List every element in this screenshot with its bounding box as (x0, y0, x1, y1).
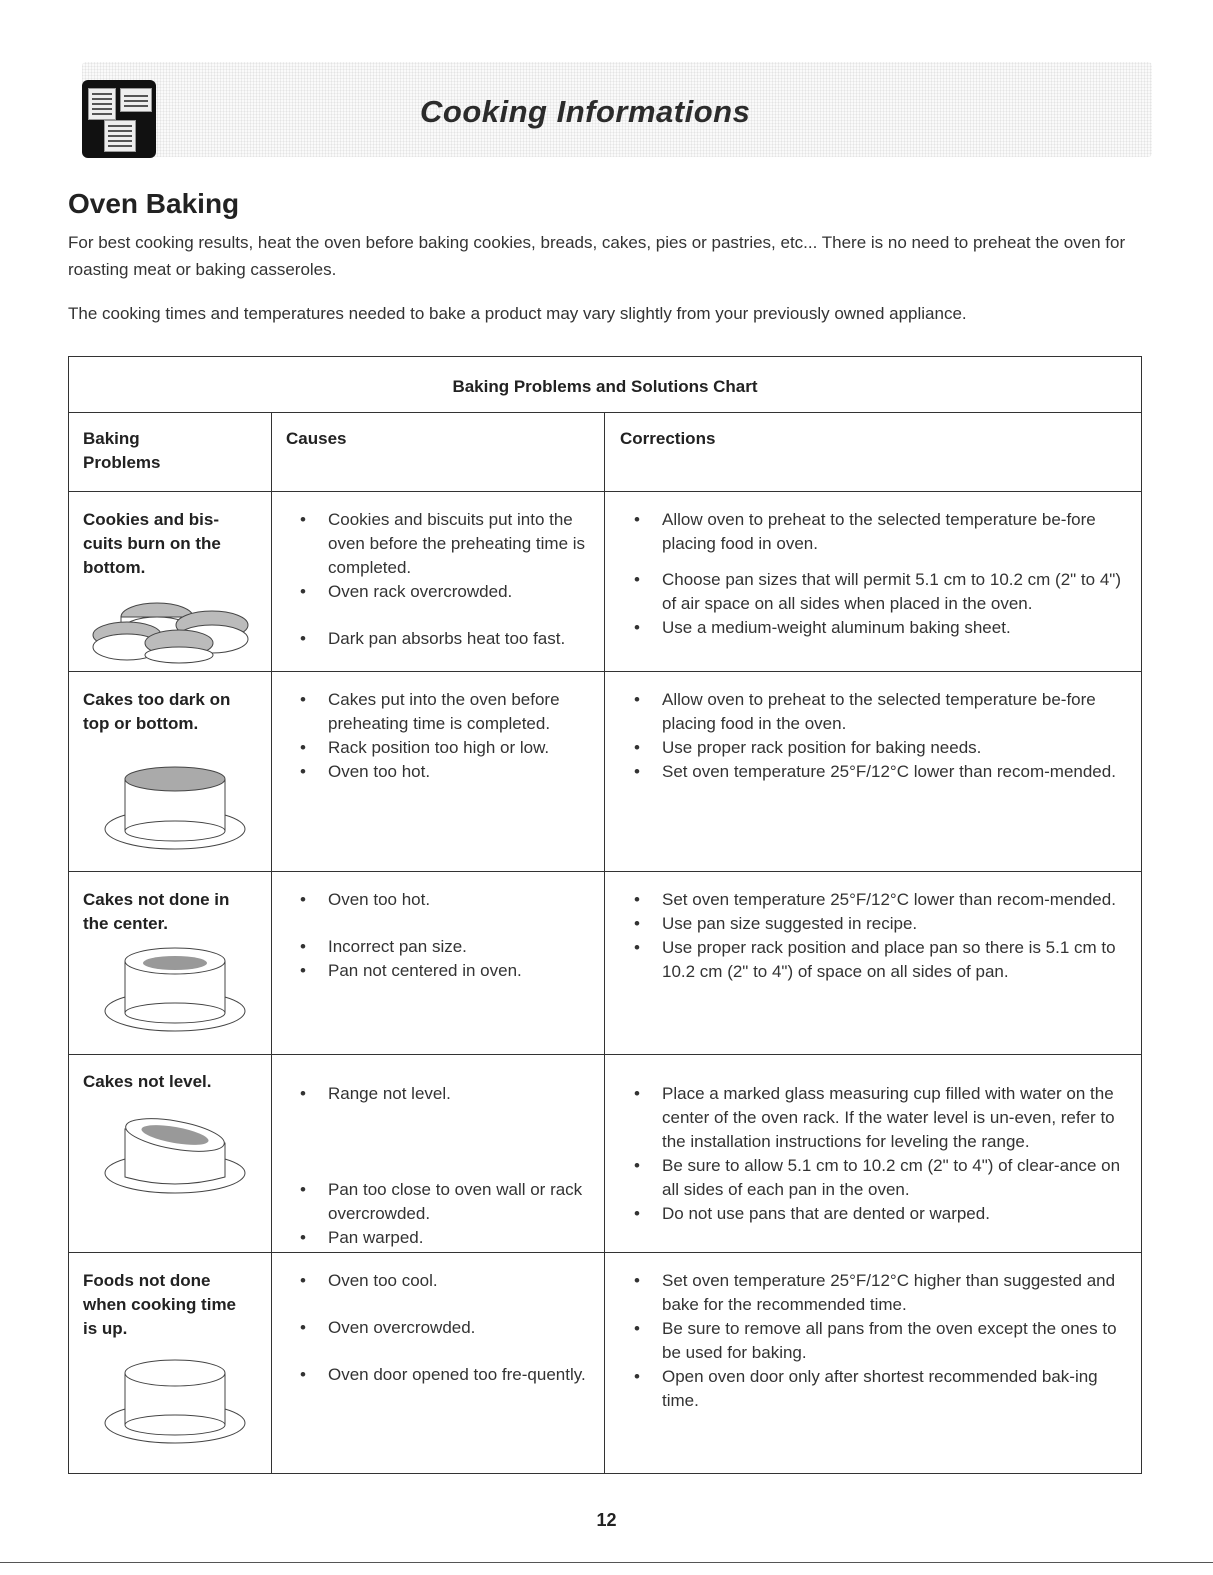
page-number: 12 (596, 1510, 617, 1530)
causes-cookies (286, 508, 591, 651)
list-item: • Oven too hot. (286, 760, 591, 784)
footer-rule (0, 1562, 1213, 1563)
list-item: • Oven rack overcrowded. (286, 580, 591, 604)
list-item: • Use a medium-weight aluminum baking sheet. (620, 616, 1132, 640)
list-item: • Cakes put into the oven before preheating time is completed. (286, 688, 591, 736)
cookies-icon (87, 585, 257, 665)
list-item: • Oven overcrowded. (286, 1316, 591, 1340)
list-item: • Be sure to allow 5.1 cm to 10.2 cm (2" to 4") of clear-ance on all sides of each pan in the oven. (620, 1154, 1132, 1202)
list-item: • Be sure to remove all pans from the oven except the ones to be used for baking. (620, 1317, 1132, 1365)
list-item: • Range not level. (286, 1082, 591, 1106)
chart-title: Baking Problems and Solutions Chart (69, 357, 1141, 413)
list-item: • Allow oven to preheat to the selected temperature be-fore placing food in the oven. (620, 688, 1132, 736)
list-item: • Cookies and biscuits put into the oven before the preheating time is completed. (286, 508, 591, 580)
note-paragraph: The cooking times and temperatures needed to bake a product may vary slightly from your previously owned appliance. (68, 304, 967, 323)
causes-foods-not-done (286, 1269, 591, 1387)
problem-cookies-burn: Cookies and bis- cuits burn on the bottom. (83, 510, 221, 577)
list-item: • Allow oven to preheat to the selected temperature be-fore placing food in oven. (620, 508, 1132, 556)
problem-cakes-level: Cakes not level. (83, 1072, 212, 1091)
problem-foods-not-done: Foods not done when cooking time is up. (83, 1271, 237, 1338)
list-item: • Use pan size suggested in recipe. (620, 912, 1132, 936)
corrections-cakes-dark (620, 688, 1132, 784)
cake-dark-icon (99, 757, 249, 857)
list-item: • Set oven temperature 25°F/12°C higher than suggested and bake for the recommended time. (620, 1269, 1132, 1317)
intro-paragraph: For best cooking results, heat the oven before baking cookies, breads, cakes, pies or pastries, etc... There is no need to preheat the oven for roasting meat or baking casseroles. (68, 233, 1126, 279)
list-item: • Set oven temperature 25°F/12°C lower than recom-mended. (620, 760, 1132, 784)
header-problems: Baking Problems (83, 429, 161, 472)
section-title: Oven Baking (68, 188, 240, 219)
page-header-title: Cooking Informations (420, 94, 751, 129)
list-item: • Place a marked glass measuring cup filled with water on the center of the oven rack. If the water level is un-even, refer to the installation instructions for leveling the range. (620, 1082, 1132, 1154)
causes-cakes-level (286, 1082, 591, 1250)
list-item: • Oven door opened too fre-quently. (286, 1363, 591, 1387)
header-causes: Causes (286, 429, 347, 448)
list-item: • Dark pan absorbs heat too fast. (286, 627, 591, 651)
list-item: • Oven too hot. (286, 888, 591, 912)
list-item: • Pan warped. (286, 1226, 591, 1250)
problem-cakes-center: Cakes not done in the center. (83, 890, 230, 933)
list-item: • Choose pan sizes that will permit 5.1 cm to 10.2 cm (2" to 4") of air space on all sides when placed in the oven. (620, 568, 1132, 616)
corrections-foods-not-done (620, 1269, 1132, 1413)
list-item: • Incorrect pan size. (286, 935, 591, 959)
causes-cakes-dark (286, 688, 591, 784)
list-item: • Rack position too high or low. (286, 736, 591, 760)
list-item: • Use proper rack position for baking needs. (620, 736, 1132, 760)
cake-center-icon (99, 937, 249, 1037)
list-item: • Open oven door only after shortest recommended bak-ing time. (620, 1365, 1132, 1413)
corrections-cakes-center (620, 888, 1132, 984)
list-item: • Pan not centered in oven. (286, 959, 591, 983)
corrections-cakes-level (620, 1082, 1132, 1226)
cooking-info-icon (82, 80, 156, 158)
cake-plain-icon (99, 1349, 249, 1449)
causes-cakes-center (286, 888, 591, 983)
list-item: • Do not use pans that are dented or warped. (620, 1202, 1132, 1226)
list-item: • Pan too close to oven wall or rack overcrowded. (286, 1178, 591, 1226)
cake-tilted-icon (99, 1099, 249, 1199)
list-item: • Set oven temperature 25°F/12°C lower than recom-mended. (620, 888, 1132, 912)
header-corrections: Corrections (620, 429, 716, 448)
list-item: • Oven too cool. (286, 1269, 591, 1293)
problem-cakes-dark: Cakes too dark on top or bottom. (83, 690, 231, 733)
baking-problems-chart (68, 356, 1142, 1474)
corrections-cookies (620, 508, 1132, 640)
list-item: • Use proper rack position and place pan so there is 5.1 cm to 10.2 cm (2" to 4") of space on all sides of pan. (620, 936, 1132, 984)
